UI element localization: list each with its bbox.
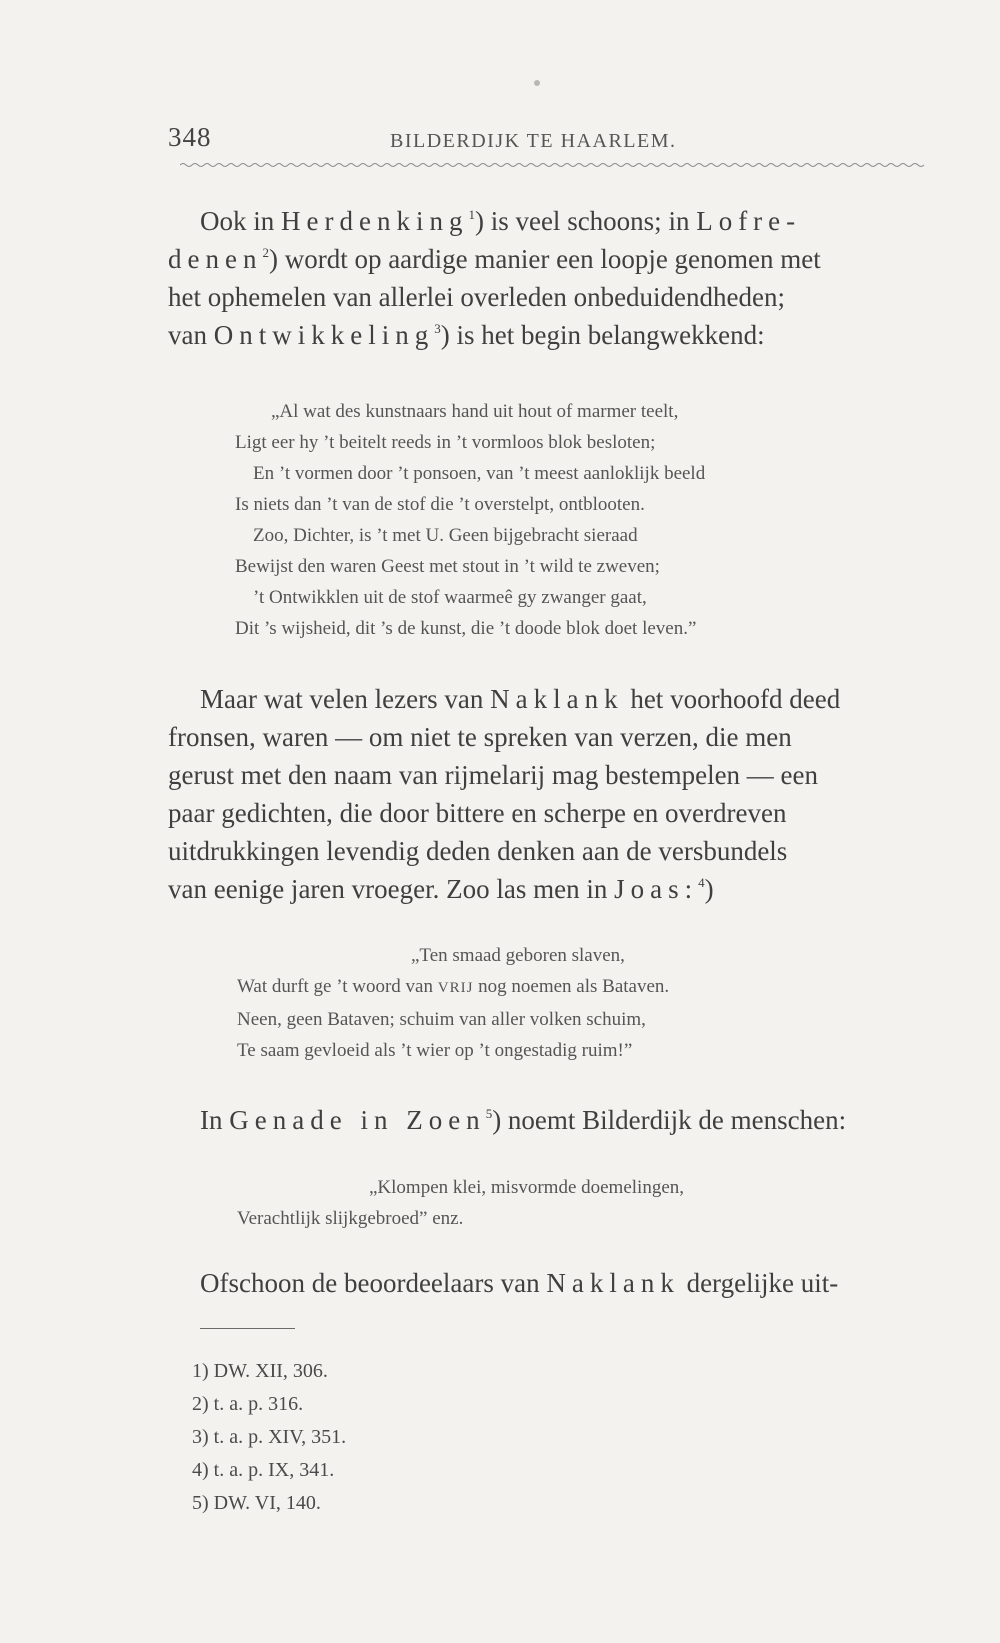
footnote-ref: 5 bbox=[485, 1106, 493, 1121]
small-caps-word: VRIJ bbox=[437, 980, 474, 996]
footnote: 4) t. a. p. IX, 341. bbox=[192, 1459, 335, 1481]
text-run: ) noemt Bilderdijk de menschen: bbox=[492, 1105, 847, 1135]
text-line bbox=[168, 202, 928, 240]
header-wavy-rule bbox=[180, 161, 925, 171]
text-run: van eenige jaren vroeger. Zoo las men in bbox=[168, 874, 615, 904]
paragraph-naklank bbox=[168, 680, 928, 908]
spaced-title: Naklank bbox=[546, 1268, 680, 1298]
footnote: 1) DW. XII, 306. bbox=[192, 1360, 328, 1382]
verse-line: „Al wat des kunstnaars hand uit hout of marmer teelt, bbox=[271, 401, 679, 422]
footnotes bbox=[192, 1355, 346, 1520]
verse-line bbox=[237, 971, 669, 1004]
verse-block-genade bbox=[237, 1172, 684, 1234]
text-run: van bbox=[168, 320, 214, 350]
text-line bbox=[168, 240, 928, 278]
verse-block-joas bbox=[237, 940, 669, 1066]
footnote: 2) t. a. p. 316. bbox=[192, 1393, 304, 1415]
spaced-title: Joas: bbox=[614, 874, 699, 904]
spaced-title: Naklank bbox=[490, 684, 624, 714]
text-run: Wat durft ge ’t woord van bbox=[237, 976, 438, 997]
text-line bbox=[168, 1101, 928, 1139]
page-header bbox=[168, 122, 928, 162]
page-speck bbox=[534, 80, 540, 86]
text-line bbox=[168, 316, 928, 354]
verse-line: En ’t vormen door ’t ponsoen, van ’t meest aanloklijk beeld bbox=[253, 463, 706, 484]
running-title: BILDERDIJK TE HAARLEM. bbox=[390, 130, 677, 152]
footnote-divider bbox=[200, 1328, 295, 1329]
page-number: 348 bbox=[168, 122, 212, 152]
paragraph-herdenking bbox=[168, 202, 928, 354]
verse-line: „Ten smaad geboren slaven, bbox=[411, 945, 625, 966]
spaced-title: Genade in Zoen bbox=[229, 1105, 486, 1135]
verse-line: Te saam gevloeid als ’t wier op ’t ongestadig ruim!” bbox=[237, 1040, 633, 1061]
verse-line: Dit ’s wijsheid, dit ’s de kunst, die ’t doode blok doet leven.” bbox=[235, 618, 697, 639]
verse-line: „Klompen klei, misvormde doemelingen, bbox=[369, 1177, 685, 1198]
text-run: In bbox=[200, 1105, 230, 1135]
text-run: Maar wat velen lezers van bbox=[200, 684, 491, 714]
verse-line: Neen, geen Bataven; schuim van aller volken schuim, bbox=[237, 1009, 646, 1030]
text-line bbox=[168, 680, 928, 718]
verse-line: ’t Ontwikklen uit de stof waarmeê gy zwanger gaat, bbox=[253, 587, 647, 608]
text-run: Ofschoon de beoordeelaars van bbox=[200, 1268, 547, 1298]
text-line bbox=[168, 870, 928, 908]
footnote-ref: 4 bbox=[698, 875, 705, 890]
text-run: dergelijke uit- bbox=[679, 1268, 839, 1298]
footnote-ref: 1 bbox=[468, 207, 475, 222]
text-line: gerust met den naam van rijmelarij mag bestempelen — een bbox=[168, 760, 819, 790]
text-line bbox=[168, 1264, 928, 1302]
text-line: het ophemelen van allerlei overleden onbeduidendheden; bbox=[168, 282, 786, 312]
footnote-ref: 3 bbox=[434, 321, 441, 336]
text-run: ) is het begin belangwekkend: bbox=[440, 320, 765, 350]
text-run: ) is veel schoons; in bbox=[474, 206, 697, 236]
verse-line: Verachtlijk slijkgebroed” enz. bbox=[237, 1208, 464, 1229]
verse-line: Ligt eer hy ’t beitelt reeds in ’t vormloos blok besloten; bbox=[235, 432, 656, 453]
text-run: het voorhoofd deed bbox=[623, 684, 841, 714]
verse-line: Is niets dan ’t van de stof die ’t overstelpt, ontblooten. bbox=[235, 494, 645, 515]
text-line: uitdrukkingen levendig deden denken aan de versbundels bbox=[168, 836, 788, 866]
footnote-ref: 2 bbox=[262, 245, 269, 260]
text-run: Ook in bbox=[200, 206, 281, 236]
spaced-title: Herdenking bbox=[281, 206, 469, 236]
text-run: nog noemen als Bataven. bbox=[473, 976, 670, 997]
text-line: paar gedichten, die door bittere en scherpe en overdreven bbox=[168, 798, 787, 828]
text-run: ) wordt op aardige manier een loopje genomen met bbox=[268, 244, 821, 274]
verse-line: Zoo, Dichter, is ’t met U. Geen bijgebracht sieraad bbox=[253, 525, 638, 546]
paragraph-genade bbox=[168, 1101, 928, 1139]
footnote: 5) DW. VI, 140. bbox=[192, 1492, 321, 1514]
verse-block-ontwikkeling bbox=[235, 396, 705, 644]
footnote: 3) t. a. p. XIV, 351. bbox=[192, 1426, 347, 1448]
text-line: fronsen, waren — om niet te spreken van verzen, die men bbox=[168, 722, 792, 752]
text-run: ) bbox=[704, 874, 714, 904]
spaced-title: Ontwikkeling bbox=[213, 320, 435, 350]
spaced-title: denen bbox=[168, 244, 263, 274]
verse-line: Bewijst den waren Geest met stout in ’t wild te zweven; bbox=[235, 556, 660, 577]
paragraph-ofschoon bbox=[168, 1264, 928, 1302]
spaced-title: Lofre- bbox=[696, 206, 802, 236]
